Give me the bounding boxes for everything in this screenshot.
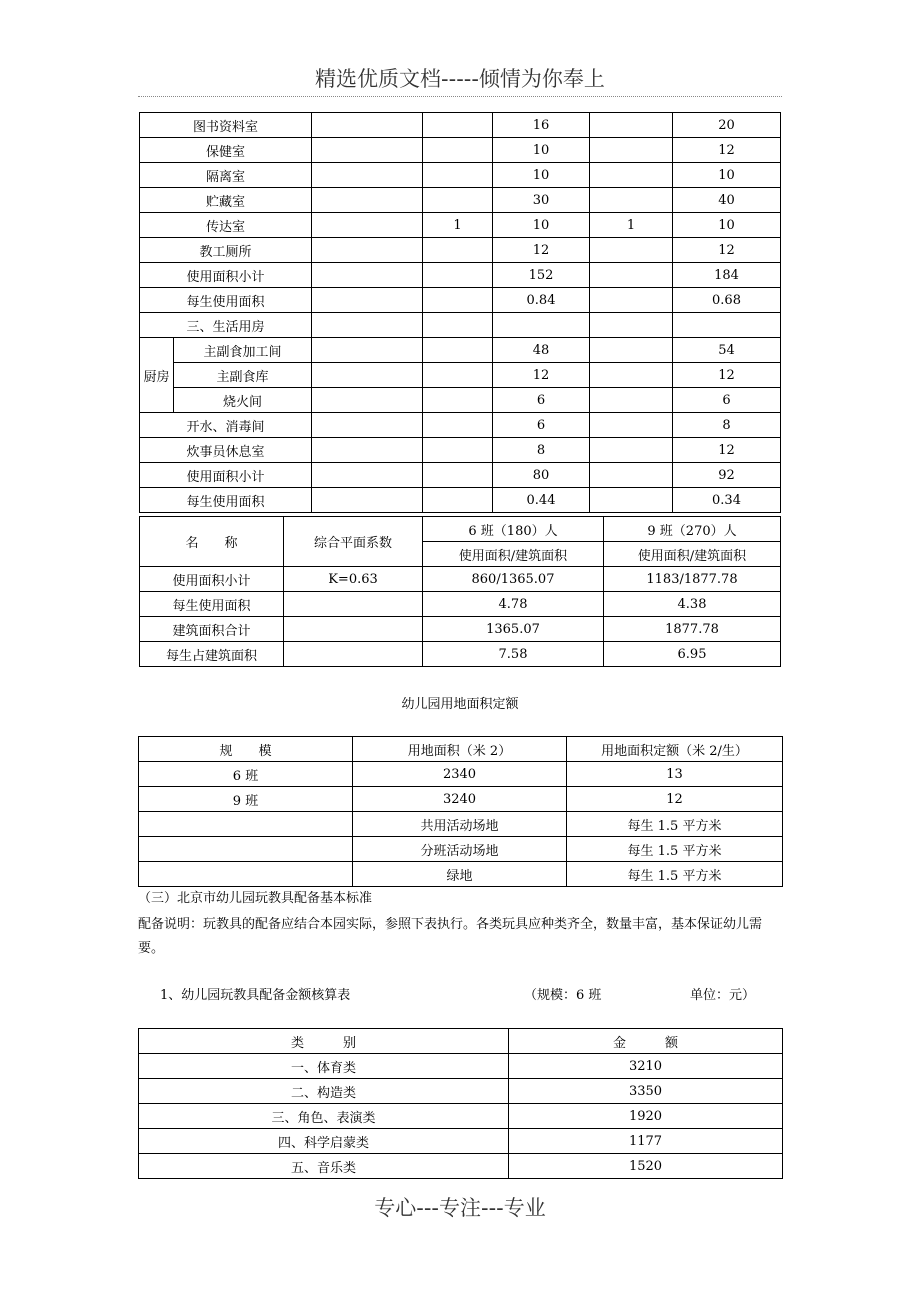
column-header: 规 模 xyxy=(139,737,353,762)
row-label: 每生使用面积 xyxy=(140,592,284,617)
value-cell: 10 xyxy=(493,213,590,238)
table-row xyxy=(140,313,781,338)
value-cell: 1877.78 xyxy=(604,617,781,642)
row-label: 教工厕所 xyxy=(140,238,312,263)
row-label: 使用面积小计 xyxy=(140,567,284,592)
value-cell: 48 xyxy=(493,338,590,363)
land-area-title: 幼儿园用地面积定额 xyxy=(401,697,519,712)
table-row xyxy=(140,238,781,263)
coef-cell: K=0.63 xyxy=(284,567,423,592)
table-row: 四、科学启蒙类 1177 xyxy=(139,1129,783,1154)
value-cell: 4.78 xyxy=(423,592,604,617)
section-label: 三、生活用房 xyxy=(140,313,312,338)
table-row xyxy=(140,363,781,388)
row-label: 每生占建筑面积 xyxy=(140,642,284,667)
value-cell: 40 xyxy=(673,188,781,213)
value-cell: 1365.07 xyxy=(423,617,604,642)
value-cell: 54 xyxy=(673,338,781,363)
land-area-table xyxy=(138,736,783,887)
table-row xyxy=(140,163,781,188)
table-row xyxy=(140,592,781,617)
calc-table-unit: 单位：元） xyxy=(690,988,756,1003)
sub-header: 使用面积/建筑面积 xyxy=(423,542,604,567)
value-cell: 184 xyxy=(673,263,781,288)
value-cell: 92 xyxy=(673,463,781,488)
page-header: 精选优质文档-----倾情为你奉上 xyxy=(315,67,605,91)
value-cell: 6 xyxy=(493,388,590,413)
calc-table-scale: （规模：6 班 xyxy=(524,988,602,1003)
table-row xyxy=(140,388,781,413)
table-row xyxy=(140,413,781,438)
value-cell: 12 xyxy=(673,238,781,263)
row-label: 每生使用面积 xyxy=(140,488,312,513)
value-cell: 6 xyxy=(673,388,781,413)
config-note: 配备说明：玩教具的配备应结合本园实际，参照下表执行。各类玩具应种类齐全，数量丰富，基本保证幼儿需要。 xyxy=(138,917,763,956)
value-cell: 12 xyxy=(673,438,781,463)
table-row xyxy=(140,288,781,313)
table-header-row xyxy=(139,1029,783,1054)
name-header: 名 称 xyxy=(140,517,284,567)
table-row: 三、角色、表演类 1920 xyxy=(139,1104,783,1129)
row-label: 使用面积小计 xyxy=(140,463,312,488)
coef-header: 综合平面系数 xyxy=(284,517,423,567)
room-area-table xyxy=(139,112,781,513)
table-header-row xyxy=(140,517,781,542)
table-row xyxy=(140,113,781,138)
table-row: 五、音乐类 1520 xyxy=(139,1154,783,1179)
table-row xyxy=(140,463,781,488)
table-row xyxy=(140,438,781,463)
value-cell: 0.84 xyxy=(493,288,590,313)
row-label: 贮藏室 xyxy=(140,188,312,213)
row-label: 每生使用面积 xyxy=(140,288,312,313)
calc-table-title: 1、幼儿园玩教具配备金额核算表 xyxy=(160,988,351,1003)
value-cell: 12 xyxy=(493,238,590,263)
header-divider xyxy=(138,96,782,97)
nine-class-header: 9 班（270）人 xyxy=(604,517,781,542)
value-cell: 152 xyxy=(493,263,590,288)
row-label: 主副食库 xyxy=(174,363,312,388)
coef-cell xyxy=(284,617,423,642)
value-cell: 0.44 xyxy=(493,488,590,513)
column-header: 金 额 xyxy=(509,1029,783,1054)
table-row: 6 班 2340 13 xyxy=(139,762,783,787)
value-cell: 8 xyxy=(493,438,590,463)
row-label: 使用面积小计 xyxy=(140,263,312,288)
value-cell: 10 xyxy=(673,163,781,188)
row-label: 主副食加工间 xyxy=(174,338,312,363)
value-cell: 0.68 xyxy=(673,288,781,313)
column-header: 用地面积定额（米 2/生） xyxy=(567,737,783,762)
row-label: 建筑面积合计 xyxy=(140,617,284,642)
value-cell: 12 xyxy=(673,363,781,388)
toy-budget-table xyxy=(138,1028,783,1179)
row-label: 炊事员休息室 xyxy=(140,438,312,463)
table-row: 9 班 3240 12 xyxy=(139,787,783,812)
value-cell: 8 xyxy=(673,413,781,438)
value-cell: 16 xyxy=(493,113,590,138)
column-header: 用地面积（米 2） xyxy=(353,737,567,762)
value-cell: 10 xyxy=(493,138,590,163)
row-label: 图书资料室 xyxy=(140,113,312,138)
value-cell: 4.38 xyxy=(604,592,781,617)
table-row xyxy=(140,642,781,667)
table-header-row xyxy=(139,737,783,762)
table-row xyxy=(140,338,781,363)
value-cell: 12 xyxy=(493,363,590,388)
six-class-header: 6 班（180）人 xyxy=(423,517,604,542)
value-cell: 1183/1877.78 xyxy=(604,567,781,592)
value-cell: 12 xyxy=(673,138,781,163)
value-cell: 7.58 xyxy=(423,642,604,667)
table-row: 一、体育类 3210 xyxy=(139,1054,783,1079)
row-label: 开水、消毒间 xyxy=(140,413,312,438)
page-footer: 专心---专注---专业 xyxy=(374,1196,546,1220)
value-cell: 1 xyxy=(590,213,673,238)
value-cell: 10 xyxy=(493,163,590,188)
table-row xyxy=(140,567,781,592)
table-row xyxy=(140,213,781,238)
sub-header: 使用面积/建筑面积 xyxy=(604,542,781,567)
row-label: 传达室 xyxy=(140,213,312,238)
row-label: 保健室 xyxy=(140,138,312,163)
area-summary-table xyxy=(139,516,781,667)
table-row: 共用活动场地 每生 1.5 平方米 xyxy=(139,812,783,837)
row-label: 烧火间 xyxy=(174,388,312,413)
coef-cell xyxy=(284,592,423,617)
table-row xyxy=(140,263,781,288)
value-cell: 6 xyxy=(493,413,590,438)
section-title: （三）北京市幼儿园玩教具配备基本标准 xyxy=(138,891,373,906)
table-row: 绿地 每生 1.5 平方米 xyxy=(139,862,783,887)
value-cell: 30 xyxy=(493,188,590,213)
value-cell: 860/1365.07 xyxy=(423,567,604,592)
table-row xyxy=(140,617,781,642)
column-header: 类 别 xyxy=(139,1029,509,1054)
table-row: 二、构造类 3350 xyxy=(139,1079,783,1104)
value-cell: 0.34 xyxy=(673,488,781,513)
kitchen-group-label: 厨房 xyxy=(140,338,174,413)
table-row: 分班活动场地 每生 1.5 平方米 xyxy=(139,837,783,862)
value-cell: 6.95 xyxy=(604,642,781,667)
coef-cell xyxy=(284,642,423,667)
row-label: 隔离室 xyxy=(140,163,312,188)
value-cell: 10 xyxy=(673,213,781,238)
table-row xyxy=(140,188,781,213)
value-cell: 1 xyxy=(423,213,493,238)
value-cell: 80 xyxy=(493,463,590,488)
value-cell: 20 xyxy=(673,113,781,138)
table-row xyxy=(140,138,781,163)
table-row xyxy=(140,488,781,513)
